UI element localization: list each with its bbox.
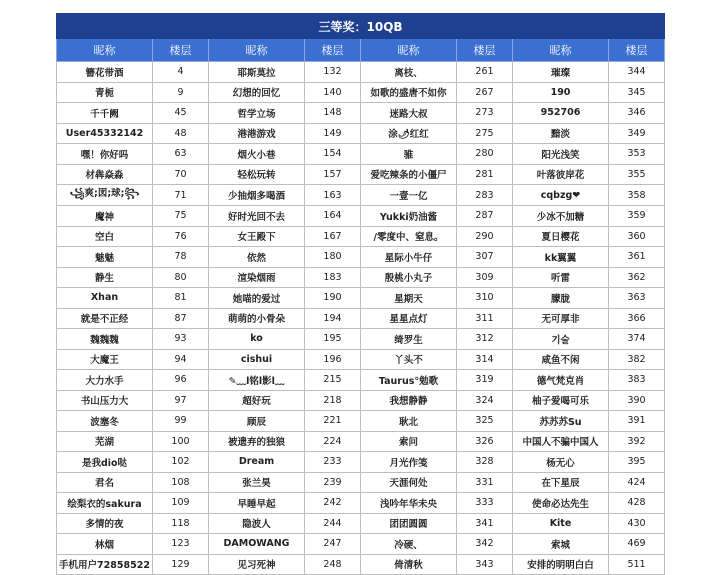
floor-cell: 311 xyxy=(457,308,513,329)
nickname-cell: 丫头不 xyxy=(361,349,457,370)
nickname-cell: 千千阙 xyxy=(57,103,153,124)
nickname-cell: 烟火小巷 xyxy=(209,144,305,165)
nickname-cell: cqbzg❤ xyxy=(513,185,609,206)
nickname-cell: 殷桃小丸子 xyxy=(361,267,457,288)
table-row xyxy=(57,185,665,206)
nickname-cell: 黯淡 xyxy=(513,123,609,144)
floor-cell: 395 xyxy=(609,452,665,473)
floor-cell: 233 xyxy=(305,452,361,473)
floor-cell: 344 xyxy=(609,62,665,83)
floor-cell: 102 xyxy=(153,452,209,473)
floor-cell: 239 xyxy=(305,472,361,493)
floor-cell: 224 xyxy=(305,431,361,452)
nickname-cell: 大力水手 xyxy=(57,370,153,391)
floor-cell: 273 xyxy=(457,103,513,124)
nickname-cell: 夏日樱花 xyxy=(513,226,609,247)
table-row xyxy=(57,493,665,514)
floor-cell: 391 xyxy=(609,411,665,432)
floor-cell: 283 xyxy=(457,185,513,206)
nickname-cell: 952706 xyxy=(513,103,609,124)
floor-cell: 360 xyxy=(609,226,665,247)
nickname-cell: 月光作笺 xyxy=(361,452,457,473)
nickname-cell: 芜湖 xyxy=(57,431,153,452)
floor-cell: 93 xyxy=(153,329,209,350)
table-row xyxy=(57,513,665,534)
nickname-cell: 离枝、 xyxy=(361,62,457,83)
nickname-cell: 索问 xyxy=(361,431,457,452)
floor-cell: 261 xyxy=(457,62,513,83)
nickname-cell: DAMOWANG xyxy=(209,534,305,555)
floor-cell: 215 xyxy=(305,370,361,391)
floor-cell: 349 xyxy=(609,123,665,144)
floor-cell: 99 xyxy=(153,411,209,432)
floor-cell: 324 xyxy=(457,390,513,411)
nickname-cell: 中国人不骗中国人 xyxy=(513,431,609,452)
nickname-cell: 簪花带酒 xyxy=(57,62,153,83)
nickname-cell: 朦胧 xyxy=(513,288,609,309)
table-body xyxy=(57,62,665,575)
floor-cell: 221 xyxy=(305,411,361,432)
nickname-cell: 使命必达先生 xyxy=(513,493,609,514)
nickname-cell: ✎﹏l铭l影l﹏ xyxy=(209,370,305,391)
floor-cell: 287 xyxy=(457,206,513,227)
nickname-cell: 涂🌶红红 xyxy=(361,123,457,144)
nickname-cell: /零度中、窒息。 xyxy=(361,226,457,247)
prize-table-container xyxy=(56,13,664,575)
table-row xyxy=(57,247,665,268)
prize-table xyxy=(56,13,665,575)
floor-cell: 383 xyxy=(609,370,665,391)
table-title: 三等奖：10QB xyxy=(57,14,665,39)
floor-cell: 342 xyxy=(457,534,513,555)
floor-cell: 511 xyxy=(609,554,665,575)
nickname-cell: 被遗弃的独狼 xyxy=(209,431,305,452)
floor-cell: 78 xyxy=(153,247,209,268)
floor-cell: 281 xyxy=(457,164,513,185)
nickname-cell: 大魔王 xyxy=(57,349,153,370)
nickname-cell: 魅魅 xyxy=(57,247,153,268)
nickname-cell: 如歌的盛唐不如你 xyxy=(361,82,457,103)
floor-cell: 469 xyxy=(609,534,665,555)
table-row xyxy=(57,370,665,391)
nickname-cell: 耿北 xyxy=(361,411,457,432)
nickname-cell: 是我dio哒 xyxy=(57,452,153,473)
table-row xyxy=(57,452,665,473)
floor-cell: 280 xyxy=(457,144,513,165)
floor-cell: 9 xyxy=(153,82,209,103)
header-floor: 楼层 xyxy=(153,39,209,62)
nickname-cell: 星星点灯 xyxy=(361,308,457,329)
nickname-cell: 绮罗生 xyxy=(361,329,457,350)
floor-cell: 75 xyxy=(153,206,209,227)
nickname-cell: ꧁爽;図;球;꧂ xyxy=(57,185,153,206)
floor-cell: 312 xyxy=(457,329,513,350)
table-row xyxy=(57,349,665,370)
floor-cell: 140 xyxy=(305,82,361,103)
floor-cell: 310 xyxy=(457,288,513,309)
nickname-cell: 隐波人 xyxy=(209,513,305,534)
nickname-cell: cishui xyxy=(209,349,305,370)
table-row xyxy=(57,390,665,411)
floor-cell: 362 xyxy=(609,267,665,288)
nickname-cell: 爱吃辣条的小僵尸 xyxy=(361,164,457,185)
floor-cell: 430 xyxy=(609,513,665,534)
floor-cell: 4 xyxy=(153,62,209,83)
nickname-cell: 魔神 xyxy=(57,206,153,227)
nickname-cell: 材犇焱淼 xyxy=(57,164,153,185)
header-nickname: 昵称 xyxy=(513,39,609,62)
floor-cell: 363 xyxy=(609,288,665,309)
nickname-cell: 团团圆圆 xyxy=(361,513,457,534)
header-floor: 楼层 xyxy=(305,39,361,62)
nickname-cell: 依然 xyxy=(209,247,305,268)
nickname-cell: 叶落彼岸花 xyxy=(513,164,609,185)
nickname-cell: 张兰昊 xyxy=(209,472,305,493)
floor-cell: 154 xyxy=(305,144,361,165)
floor-cell: 100 xyxy=(153,431,209,452)
nickname-cell: Taurus°勉歌 xyxy=(361,370,457,391)
table-row xyxy=(57,554,665,575)
floor-cell: 94 xyxy=(153,349,209,370)
floor-cell: 244 xyxy=(305,513,361,534)
nickname-cell: 天涯何处 xyxy=(361,472,457,493)
nickname-cell: Yukki奶油酱 xyxy=(361,206,457,227)
nickname-cell: 她喵的爱过 xyxy=(209,288,305,309)
table-row xyxy=(57,411,665,432)
nickname-cell: 杨无心 xyxy=(513,452,609,473)
nickname-cell: 倚清秋 xyxy=(361,554,457,575)
floor-cell: 123 xyxy=(153,534,209,555)
floor-cell: 353 xyxy=(609,144,665,165)
floor-cell: 319 xyxy=(457,370,513,391)
nickname-cell: Xhan xyxy=(57,288,153,309)
table-row xyxy=(57,329,665,350)
floor-cell: 70 xyxy=(153,164,209,185)
table-row xyxy=(57,123,665,144)
floor-cell: 194 xyxy=(305,308,361,329)
table-row xyxy=(57,103,665,124)
nickname-cell: 기술 xyxy=(513,329,609,350)
floor-cell: 129 xyxy=(153,554,209,575)
nickname-cell: 轻松玩转 xyxy=(209,164,305,185)
nickname-cell: 顾辰 xyxy=(209,411,305,432)
nickname-cell: 无可厚非 xyxy=(513,308,609,329)
floor-cell: 314 xyxy=(457,349,513,370)
floor-cell: 45 xyxy=(153,103,209,124)
floor-cell: 76 xyxy=(153,226,209,247)
floor-cell: 218 xyxy=(305,390,361,411)
table-row xyxy=(57,308,665,329)
nickname-cell: 星际小牛仔 xyxy=(361,247,457,268)
nickname-cell: 嘿！你好吗 xyxy=(57,144,153,165)
floor-cell: 355 xyxy=(609,164,665,185)
table-row xyxy=(57,534,665,555)
nickname-cell: 在下星辰 xyxy=(513,472,609,493)
nickname-cell: 璀璨 xyxy=(513,62,609,83)
floor-cell: 290 xyxy=(457,226,513,247)
floor-cell: 390 xyxy=(609,390,665,411)
nickname-cell: 苏苏苏Su xyxy=(513,411,609,432)
nickname-cell: User45332142 xyxy=(57,123,153,144)
title-row xyxy=(57,14,665,39)
floor-cell: 361 xyxy=(609,247,665,268)
nickname-cell: 迷路大叔 xyxy=(361,103,457,124)
nickname-cell: 渲染烟雨 xyxy=(209,267,305,288)
header-nickname: 昵称 xyxy=(361,39,457,62)
nickname-cell: 听雷 xyxy=(513,267,609,288)
floor-cell: 167 xyxy=(305,226,361,247)
nickname-cell: 港港游戏 xyxy=(209,123,305,144)
floor-cell: 163 xyxy=(305,185,361,206)
header-row xyxy=(57,39,665,62)
floor-cell: 331 xyxy=(457,472,513,493)
header-floor: 楼层 xyxy=(457,39,513,62)
nickname-cell: 早睡早起 xyxy=(209,493,305,514)
floor-cell: 96 xyxy=(153,370,209,391)
floor-cell: 157 xyxy=(305,164,361,185)
nickname-cell: 静生 xyxy=(57,267,153,288)
floor-cell: 63 xyxy=(153,144,209,165)
floor-cell: 428 xyxy=(609,493,665,514)
nickname-cell: 幻想的回忆 xyxy=(209,82,305,103)
table-row xyxy=(57,164,665,185)
header-nickname: 昵称 xyxy=(57,39,153,62)
floor-cell: 326 xyxy=(457,431,513,452)
nickname-cell: 就是不正经 xyxy=(57,308,153,329)
table-row xyxy=(57,431,665,452)
nickname-cell: 好时光回不去 xyxy=(209,206,305,227)
nickname-cell: 哲学立场 xyxy=(209,103,305,124)
nickname-cell: 少冰不加糖 xyxy=(513,206,609,227)
nickname-cell: 耶斯莫拉 xyxy=(209,62,305,83)
table-row xyxy=(57,62,665,83)
nickname-cell: 我想静静 xyxy=(361,390,457,411)
nickname-cell: 190 xyxy=(513,82,609,103)
floor-cell: 374 xyxy=(609,329,665,350)
nickname-cell: 手机用户72858522 xyxy=(57,554,153,575)
floor-cell: 307 xyxy=(457,247,513,268)
table-row xyxy=(57,472,665,493)
table-row xyxy=(57,267,665,288)
nickname-cell: 柚子爱喝可乐 xyxy=(513,390,609,411)
table-row xyxy=(57,288,665,309)
nickname-cell: 绘梨衣的sakura xyxy=(57,493,153,514)
nickname-cell: 君名 xyxy=(57,472,153,493)
nickname-cell: 超好玩 xyxy=(209,390,305,411)
floor-cell: 132 xyxy=(305,62,361,83)
floor-cell: 180 xyxy=(305,247,361,268)
floor-cell: 242 xyxy=(305,493,361,514)
floor-cell: 87 xyxy=(153,308,209,329)
nickname-cell: 波塞冬 xyxy=(57,411,153,432)
floor-cell: 109 xyxy=(153,493,209,514)
nickname-cell: 林烟 xyxy=(57,534,153,555)
table-row xyxy=(57,144,665,165)
nickname-cell: 见习死神 xyxy=(209,554,305,575)
floor-cell: 164 xyxy=(305,206,361,227)
floor-cell: 359 xyxy=(609,206,665,227)
nickname-cell: 阳光浅笑 xyxy=(513,144,609,165)
nickname-cell: 骓 xyxy=(361,144,457,165)
nickname-cell: 青栀 xyxy=(57,82,153,103)
nickname-cell: 浅吟年华未央 xyxy=(361,493,457,514)
nickname-cell: 萌萌的小骨朵 xyxy=(209,308,305,329)
floor-cell: 108 xyxy=(153,472,209,493)
floor-cell: 148 xyxy=(305,103,361,124)
floor-cell: 345 xyxy=(609,82,665,103)
nickname-cell: 空白 xyxy=(57,226,153,247)
floor-cell: 190 xyxy=(305,288,361,309)
floor-cell: 183 xyxy=(305,267,361,288)
floor-cell: 333 xyxy=(457,493,513,514)
floor-cell: 196 xyxy=(305,349,361,370)
floor-cell: 97 xyxy=(153,390,209,411)
floor-cell: 48 xyxy=(153,123,209,144)
header-floor: 楼层 xyxy=(609,39,665,62)
nickname-cell: 书山压力大 xyxy=(57,390,153,411)
floor-cell: 80 xyxy=(153,267,209,288)
nickname-cell: 星期天 xyxy=(361,288,457,309)
floor-cell: 366 xyxy=(609,308,665,329)
floor-cell: 247 xyxy=(305,534,361,555)
nickname-cell: 魏魏魏 xyxy=(57,329,153,350)
nickname-cell: 女王殿下 xyxy=(209,226,305,247)
nickname-cell: kk翼翼 xyxy=(513,247,609,268)
nickname-cell: ko xyxy=(209,329,305,350)
floor-cell: 81 xyxy=(153,288,209,309)
floor-cell: 346 xyxy=(609,103,665,124)
floor-cell: 392 xyxy=(609,431,665,452)
table-row xyxy=(57,82,665,103)
nickname-cell: 少抽烟多喝酒 xyxy=(209,185,305,206)
floor-cell: 358 xyxy=(609,185,665,206)
floor-cell: 267 xyxy=(457,82,513,103)
floor-cell: 149 xyxy=(305,123,361,144)
table-row xyxy=(57,226,665,247)
floor-cell: 248 xyxy=(305,554,361,575)
floor-cell: 341 xyxy=(457,513,513,534)
floor-cell: 71 xyxy=(153,185,209,206)
floor-cell: 275 xyxy=(457,123,513,144)
floor-cell: 118 xyxy=(153,513,209,534)
nickname-cell: 德气梵克肖 xyxy=(513,370,609,391)
nickname-cell: 索城 xyxy=(513,534,609,555)
nickname-cell: 咸鱼不闲 xyxy=(513,349,609,370)
floor-cell: 328 xyxy=(457,452,513,473)
nickname-cell: 一壹一亿 xyxy=(361,185,457,206)
floor-cell: 325 xyxy=(457,411,513,432)
floor-cell: 382 xyxy=(609,349,665,370)
nickname-cell: Kite xyxy=(513,513,609,534)
floor-cell: 195 xyxy=(305,329,361,350)
floor-cell: 309 xyxy=(457,267,513,288)
nickname-cell: 安排的明明白白 xyxy=(513,554,609,575)
nickname-cell: 冷硬、 xyxy=(361,534,457,555)
header-nickname: 昵称 xyxy=(209,39,305,62)
table-row xyxy=(57,206,665,227)
nickname-cell: Dream xyxy=(209,452,305,473)
floor-cell: 424 xyxy=(609,472,665,493)
floor-cell: 343 xyxy=(457,554,513,575)
nickname-cell: 多情的夜 xyxy=(57,513,153,534)
